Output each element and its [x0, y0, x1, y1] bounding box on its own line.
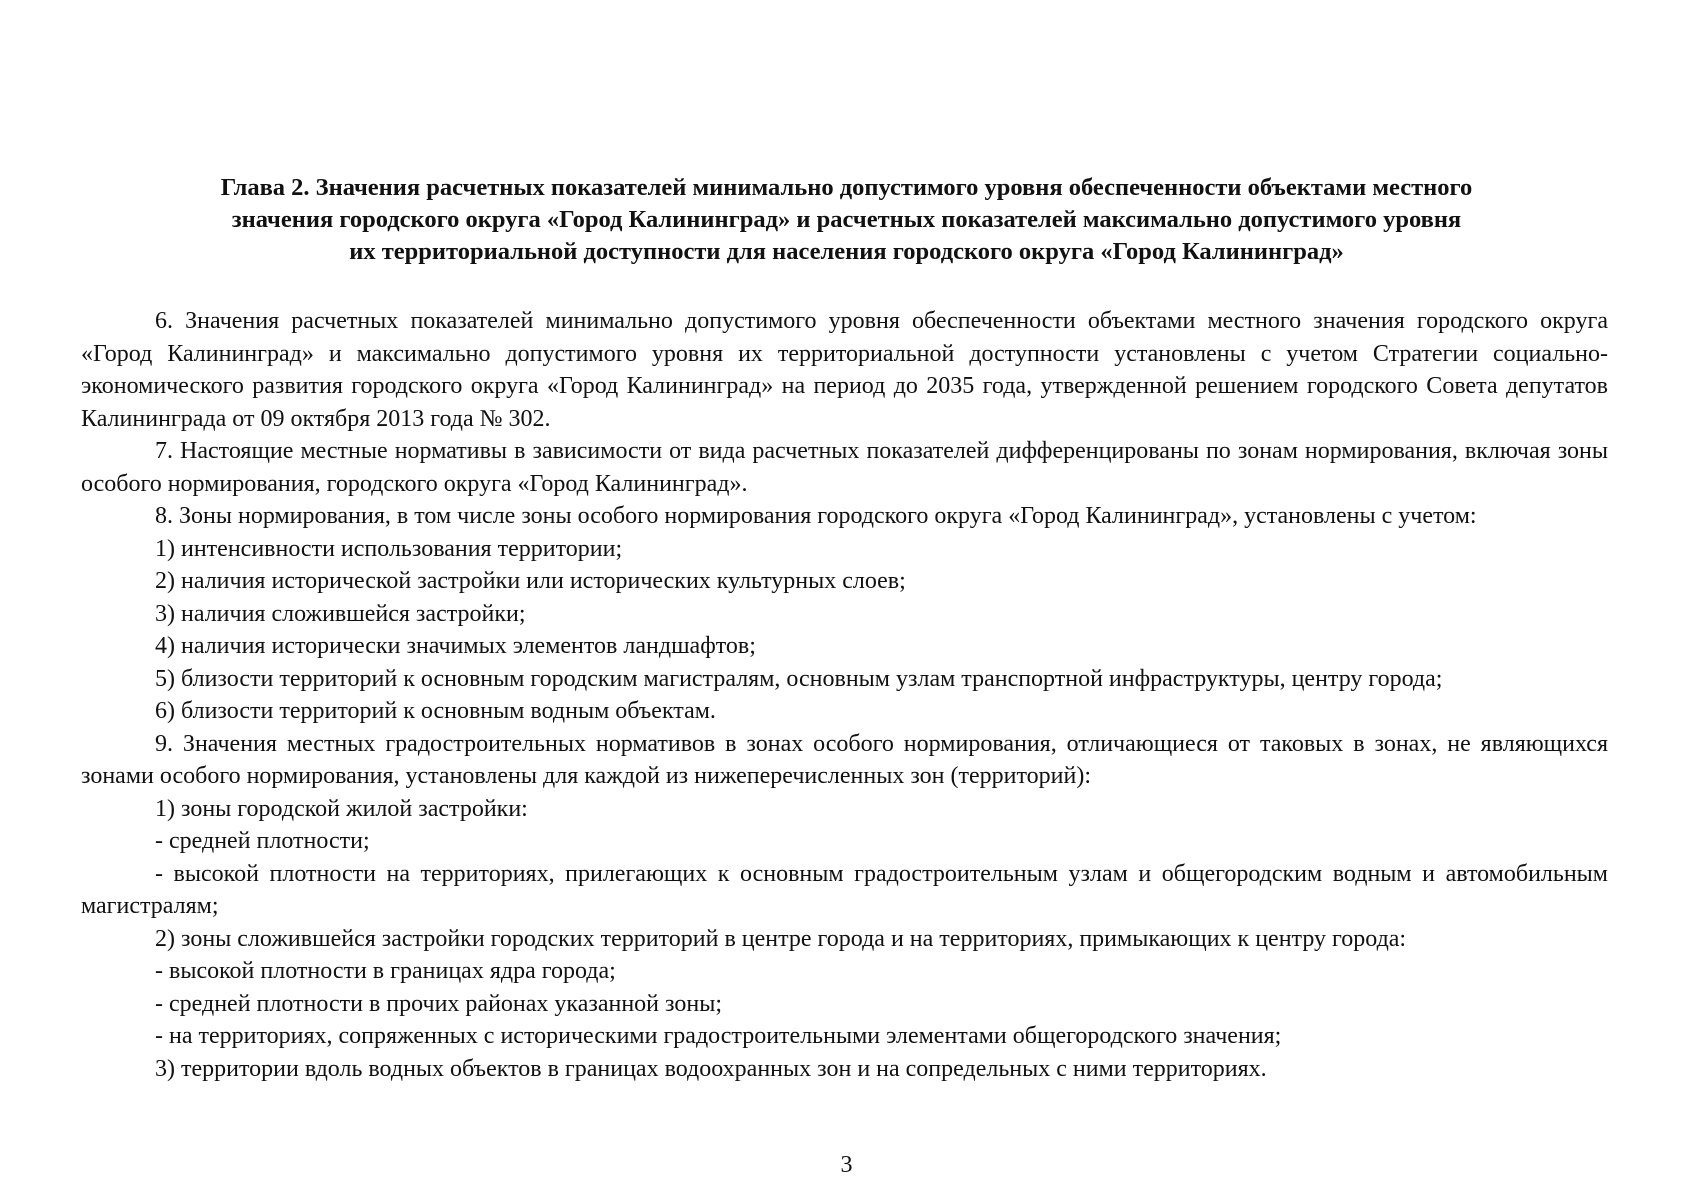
paragraph-8-item-1: 1) интенсивности использования территории;	[155, 535, 623, 562]
paragraph-9-item-1-dash-2: - высокой плотности на территориях, прилегающих к основным градостроительным узлам и общегородским водным и автомобильным магистралям;	[81, 860, 1608, 919]
paragraph-9-item-2-dash-1: - высокой плотности в границах ядра города;	[155, 958, 616, 984]
document-body	[81, 305, 1608, 1085]
paragraph-8-item-4: 4) наличия исторически значимых элементов ландшафтов;	[155, 633, 756, 659]
paragraph-9-item-1: 1) зоны городской жилой застройки:	[155, 795, 528, 822]
paragraph-9: 9. Значения местных градостроительных нормативов в зонах особого нормирования, отличающиеся от таковых в зонах, не являющихся зонами особого нормирования, установлены для каждой из нижеперечисленных зон (территорий):	[81, 730, 1608, 789]
paragraph-8: 8. Зоны нормирования, в том числе зоны особого нормирования городского округа «Город Калининград», установлены с учетом:	[155, 503, 1477, 529]
paragraph-6: 6. Значения расчетных показателей минимально допустимого уровня обеспеченности объектами местного значения городского округа «Город Калининград» и максимально допустимого уровня их территориальной доступности установлены с учетом Стратегии социально-экономического развития городского округа «Город Калининград» на период до 2035 года, утвержденной решением городского Совета депутатов Калининграда от 09 октября 2013 года № 302.	[81, 308, 1608, 432]
page-number: 3	[840, 1152, 853, 1178]
paragraph-9-item-2-dash-2: - средней плотности в прочих районах указанной зоны;	[155, 990, 722, 1017]
chapter-heading-line-1: Глава 2. Значения расчетных показателей минимально допустимого уровня обеспеченности объектами местного	[220, 174, 1473, 201]
chapter-heading-line-3: их территориальной доступности для населения городского округа «Город Калининград»	[349, 238, 1344, 265]
paragraph-8-item-6: 6) близости территорий к основным водным объектам.	[155, 698, 716, 724]
paragraph-9-item-1-dash-1: - средней плотности;	[155, 828, 370, 854]
paragraph-9-item-3: 3) территории вдоль водных объектов в границах водоохранных зон и на сопредельных с ними территориях.	[155, 1055, 1267, 1082]
paragraph-7: 7. Настоящие местные нормативы в зависимости от вида расчетных показателей дифференцированы по зонам нормирования, включая зоны особого нормирования, городского округа «Город Калининград».	[81, 438, 1608, 497]
paragraph-8-item-3: 3) наличия сложившейся застройки;	[155, 600, 526, 627]
paragraph-9-item-2: 2) зоны сложившейся застройки городских территорий в центре города и на территориях, примыкающих к центру города:	[155, 925, 1407, 952]
paragraph-8-item-5: 5) близости территорий к основным городским магистралям, основным узлам транспортной инфраструктуры, центру города;	[155, 665, 1443, 692]
paragraph-9-item-2-dash-3: - на территориях, сопряженных с историческими градостроительными элементами общегородского значения;	[155, 1023, 1282, 1049]
chapter-heading-line-2: значения городского округа «Город Калининград» и расчетных показателей максимально допустимого уровня	[231, 206, 1462, 233]
paragraph-8-item-2: 2) наличия исторической застройки или исторических культурных слоев;	[155, 568, 906, 594]
chapter-heading	[100, 172, 1593, 268]
